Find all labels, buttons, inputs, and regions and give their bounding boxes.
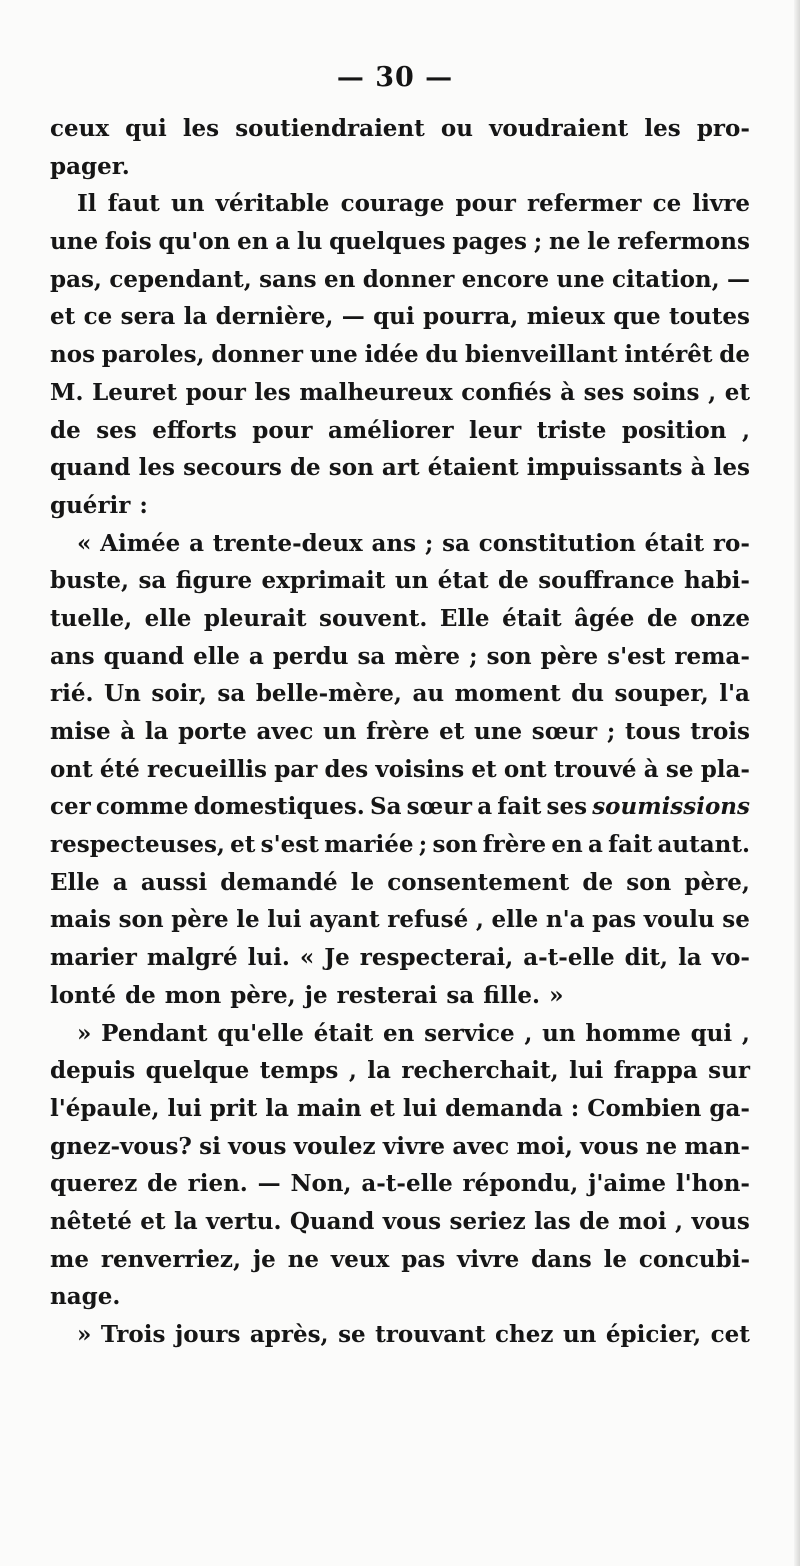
text-line: rié. Un soir, sa belle-mère, au moment du souper, l'a	[50, 680, 750, 708]
text-line: guérir :	[50, 491, 148, 519]
text-line: « Aimée a trente-deux ans ; sa constitution était ro-	[77, 529, 750, 557]
text-line: querez de rien. — Non, a-t-elle répondu, j'aime l'hon-	[50, 1170, 750, 1198]
text-line: tuelle, elle pleurait souvent. Elle était âgée de onze	[50, 604, 750, 632]
italic-word: soumissions	[592, 793, 750, 821]
text-line: l'épaule, lui prit la main et lui demanda : Combien ga-	[50, 1094, 750, 1122]
text-line: nêteté et la vertu. Quand vous seriez las de moi , vous	[50, 1207, 750, 1235]
text-line: une fois qu'on en a lu quelques pages ; ne le refermons	[50, 228, 750, 256]
text-line: et ce sera la dernière, — qui pourra, mieux que toutes	[50, 303, 750, 331]
text-line: marier malgré lui. « Je respecterai, a-t-elle dit, la vo-	[50, 944, 750, 972]
text-line: pas, cependant, sans en donner encore une citation, —	[50, 265, 750, 293]
text-line: cer comme domestiques. Sa sœur a fait ses soumissions	[50, 788, 750, 826]
body-text	[50, 110, 750, 1354]
text-line: » Pendant qu'elle était en service , un homme qui ,	[77, 1019, 750, 1047]
text-line: depuis quelque temps , la recherchait, lui frappa sur	[50, 1057, 750, 1085]
text-line: mise à la porte avec un frère et une sœur ; tous trois	[50, 718, 750, 745]
text-line: Il faut un véritable courage pour refermer ce livre	[77, 190, 750, 218]
text-line: Elle a aussi demandé le consentement de son père,	[50, 868, 750, 896]
text-line: mais son père le lui ayant refusé , elle n'a pas voulu se	[50, 906, 750, 934]
text-line: lonté de mon père, je resterai sa fille. »	[50, 981, 564, 1009]
text-line: de ses efforts pour améliorer leur triste position ,	[50, 416, 750, 444]
text-line: nos paroles, donner une idée du bienveillant intérêt de	[50, 341, 750, 369]
text-line: quand les secours de son art étaient impuissants à les	[50, 454, 750, 482]
text-line: ont été recueillis par des voisins et ont trouvé à se pla-	[50, 755, 750, 783]
text-line: respecteuses, et s'est mariée ; son frère en a fait autant.	[50, 831, 750, 859]
text-line: nage.	[50, 1283, 121, 1311]
text-line: me renverriez, je ne veux pas vivre dans le concubi-	[50, 1245, 750, 1273]
text-line: pager.	[50, 152, 130, 180]
text-line: buste, sa figure exprimait un état de souffrance habi-	[50, 567, 750, 595]
text-line: ceux qui les soutiendraient ou voudraient les pro-	[50, 115, 750, 142]
page-number: — 30 —	[336, 62, 454, 93]
text-line: ans quand elle a perdu sa mère ; son père s'est rema-	[50, 642, 750, 670]
text-line: M. Leuret pour les malheureux confiés à ses soins , et	[50, 378, 750, 406]
page-edge-shadow	[794, 0, 800, 1566]
text-line: » Trois jours après, se trouvant chez un épicier, cet	[77, 1321, 750, 1348]
text-line: gnez-vous? si vous voulez vivre avec moi, vous ne man-	[50, 1132, 750, 1160]
